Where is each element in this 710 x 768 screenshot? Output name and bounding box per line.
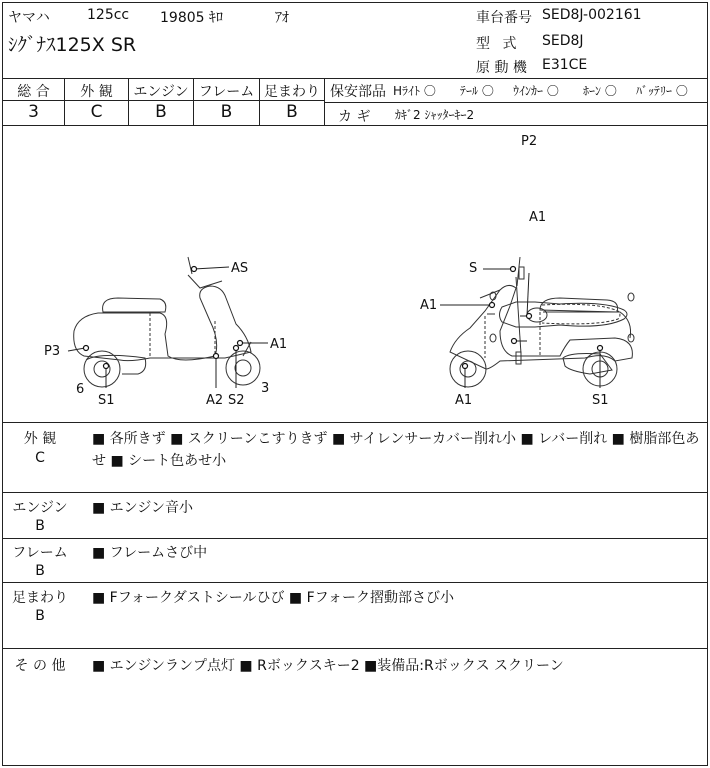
- damage-label: S2: [228, 393, 245, 408]
- damage-label: A1: [455, 393, 473, 408]
- type-label: 型 式: [476, 36, 521, 52]
- grade-header-suspension: 足まわり: [264, 84, 320, 100]
- damage-label: S1: [98, 393, 115, 408]
- divider: [2, 538, 708, 539]
- divider: [324, 102, 708, 103]
- damage-label: S1: [592, 393, 609, 408]
- damage-label: S: [469, 261, 478, 276]
- grade-suspension: B: [286, 102, 298, 122]
- section-label-engine: エンジン: [12, 500, 68, 516]
- damage-label: P2: [521, 134, 538, 149]
- section-label-suspension: 足まわり: [12, 590, 68, 606]
- section-grade-frame: B: [35, 563, 45, 579]
- damage-diagram: [0, 126, 710, 422]
- divider: [2, 582, 708, 583]
- section-grade-exterior: C: [35, 450, 45, 466]
- section-label-frame: フレーム: [12, 545, 68, 561]
- section-text-other: ■ エンジンランプ点灯 ■ Rボックスキー2 ■装備品:Rボックス スクリーン: [92, 658, 564, 674]
- grade-header-frame: フレーム: [198, 84, 255, 100]
- type: SED8J: [542, 33, 584, 49]
- section-grade-suspension: B: [35, 608, 45, 624]
- section-text-exterior: ■ 各所きず ■ スクリーンこすりきず ■ サイレンサーカバー削れ小 ■ レバー削れ ■ 樹脂部色あせ ■ シート色あせ小: [92, 431, 700, 469]
- color: ｱｵ: [275, 10, 289, 26]
- frame-no: SED8J-002161: [542, 7, 642, 23]
- damage-label: A2: [206, 393, 224, 408]
- safety-item: ﾎｰﾝ 〇: [583, 84, 617, 98]
- damage-label: P3: [44, 344, 61, 359]
- key-value: ｶｷﾞ2 ｼｬｯﾀｰｷｰ2: [395, 108, 475, 122]
- divider: [2, 492, 708, 493]
- section-grade-engine: B: [35, 518, 45, 534]
- engine: E31CE: [542, 57, 588, 73]
- grade-engine: B: [155, 102, 167, 122]
- divider: [2, 422, 708, 423]
- safety-item: ｳｲﾝｶｰ 〇: [513, 84, 559, 98]
- section-text-frame: ■ フレームさび中: [92, 545, 208, 561]
- damage-label: A1: [420, 298, 438, 313]
- grade-header-overall: 総 合: [17, 84, 50, 100]
- safety-item: Hﾗｲﾄ 〇: [393, 84, 436, 98]
- damage-label: AS: [231, 261, 249, 276]
- grade-header-engine: エンジン: [133, 84, 189, 100]
- damage-label: 3: [261, 381, 270, 396]
- scooter-left-view: [74, 257, 260, 387]
- maker: ヤマハ: [8, 10, 50, 26]
- engine-label: 原 動 機: [476, 60, 527, 76]
- section-text-suspension: ■ Fフォークダストシールひび ■ Fフォーク摺動部さび小: [92, 590, 454, 606]
- mileage: 19805 ｷﾛ: [160, 10, 223, 26]
- damage-label: A1: [529, 210, 547, 225]
- grade-exterior: C: [90, 102, 103, 122]
- divider: [2, 78, 708, 79]
- section-label-exterior: 外 観: [23, 431, 57, 447]
- key-label: カ ギ: [338, 109, 371, 125]
- model-name: ｼｸﾞﾅｽ125X SR: [8, 34, 137, 56]
- safety-label: 保安部品: [330, 84, 386, 100]
- damage-label: A1: [270, 337, 288, 352]
- grade-overall: 3: [28, 102, 39, 122]
- safety-item: ﾃｰﾙ 〇: [460, 84, 494, 98]
- frame-no-label: 車台番号: [476, 10, 532, 26]
- damage-points: [84, 267, 603, 369]
- grade-frame: B: [220, 102, 233, 122]
- safety-item: ﾊﾞｯﾃﾘｰ 〇: [636, 84, 688, 98]
- scooter-right-view: [450, 257, 632, 387]
- grade-header-exterior: 外 観: [80, 84, 113, 100]
- divider: [2, 648, 708, 649]
- section-label-other: そ の 他: [14, 658, 66, 674]
- damage-label: 6: [76, 382, 85, 397]
- displacement: 125cc: [87, 7, 130, 23]
- section-text-engine: ■ エンジン音小: [92, 500, 193, 516]
- scooter-top-view: [487, 267, 634, 364]
